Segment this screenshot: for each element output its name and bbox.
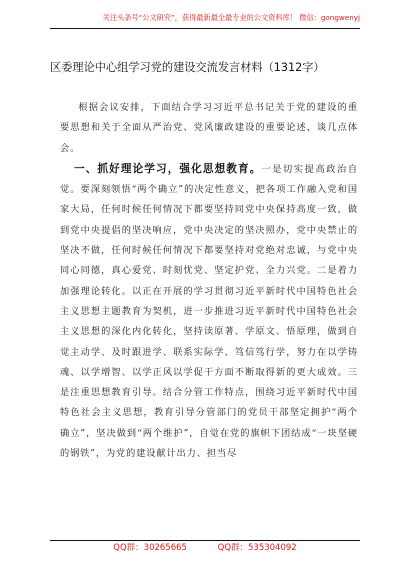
section-one-text: 一是切实提高政治自觉。要深刻领悟“两个确立”的决定性意义，把各项工作融入党和国家大局，任何时候任何情况下都要坚持同党中央保持高度一致，做到党中央提倡的坚决响应，党中央决定的坚决照办，党中央禁止的坚决不做，任何时候任何情况下都要坚持对党绝对忠诚，与党中央同心同德，真心爱党、时刻忧党、坚定护党、全力兴党。二是着力加强理论转化。以正在开展的学习贯彻习近平新时代中国特色社会主义思想主题教育为契机，进一步推进习近平新时代中国特色社会主义思想的深化内化转化，坚持读原著、学原文、悟原理，做到自觉主动学、及时跟进学、联系实际学、笃信笃行学，努力在以学铸魂、以学增智、以学正风以学促干方面不断取得新的更大成效。三是注重思想教育引导。结合分管工作特点，围绕习近平新时代中国特色社会主义思想，教育引导分管部门的党员干部坚定拥护“两个确立”，坚决做到“两个维护”，自觉在党的旗帜下团结成“一块坚硬的钢铁”，为党的建设献计出力、担当尽	[60, 163, 358, 460]
document-body	[60, 98, 358, 464]
footer-qq-group-1: QQ群：30265665	[113, 543, 187, 553]
intro-paragraph: 根据会议安排，下面结合学习习近平总书记关于党的建设的重要思想和关于全面从严治党、党风廉政建设的重要论述，谈几点体会。	[60, 102, 358, 154]
header-banner: 关注头条号“公文研究”，获得最新最全最专业的公文资料库！ 微信：gongwenyj	[50, 10, 360, 29]
section-one-heading: 一、抓好理论学习，强化思想教育。	[74, 162, 262, 175]
document-title: 区委理论中心组学习党的建设交流发言材料（1312字）	[50, 61, 325, 74]
section-one-paragraph	[60, 159, 358, 464]
footer-qq-group-2: QQ群：535304092	[217, 543, 297, 553]
footer-bar	[50, 540, 360, 555]
